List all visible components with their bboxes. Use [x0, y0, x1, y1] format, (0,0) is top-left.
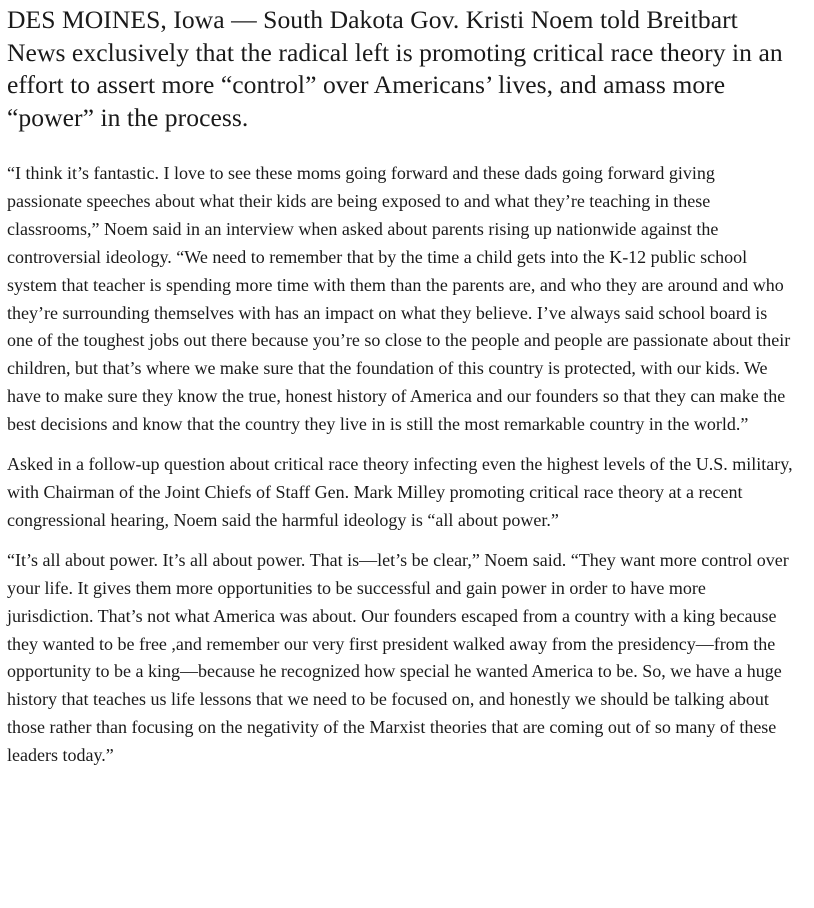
article-lede: DES MOINES, Iowa — South Dakota Gov. Kristi Noem told Breitbart News exclusively that the radical left is promoting critical race theory in an effort to assert more “control” over Americans’ lives, and amass more “power” in the process. [7, 5, 783, 132]
paragraph-noem-quote-parents: “I think it’s fantastic. I love to see these moms going forward and these dads going forward giving passionate speeches about what their kids are being exposed to and what they’re teaching in these classrooms,” Noem said in an interview when asked about parents rising up nationwide against the controversial ideology. “We need to remember that by the time a child gets into the K-12 public school system that teacher is spending more time with them than the parents are, and who they are around and who they’re surrounding themselves with has an impact on what they believe. I’ve always said school board is one of the toughest jobs out there because you’re so close to the people and people are passionate about their children, but that’s where we make sure that the foundation of this country is protected, with our kids. We have to make sure they know the true, honest history of America and our founders so that they can make the best decisions and know that the country they live in is still the most remarkable country in the world.” [7, 163, 791, 435]
paragraph-followup-question: Asked in a follow-up question about critical race theory infecting even the highest levels of the U.S. military, with Chairman of the Joint Chiefs of Staff Gen. Mark Milley promoting critical race theory at a recent congressional hearing, Noem said the harmful ideology is “all about power.” [7, 454, 793, 530]
paragraph-noem-quote-power: “It’s all about power. It’s all about power. That is—let’s be clear,” Noem said. “They want more control over your life. It gives them more opportunities to be successful and gain power in order to have more jurisdiction. That’s not what America was about. Our founders escaped from a country with a king because they wanted to be free ,and remember our very first president walked away from the presidency—from the opportunity to be a king—because he recognized how special he wanted America to be. So, we have a huge history that teaches us life lessons that we need to be focused on, and honestly we should be talking about those rather than focusing on the negativity of the Marxist theories that are coming out of so many of these leaders today.” [7, 549, 789, 766]
